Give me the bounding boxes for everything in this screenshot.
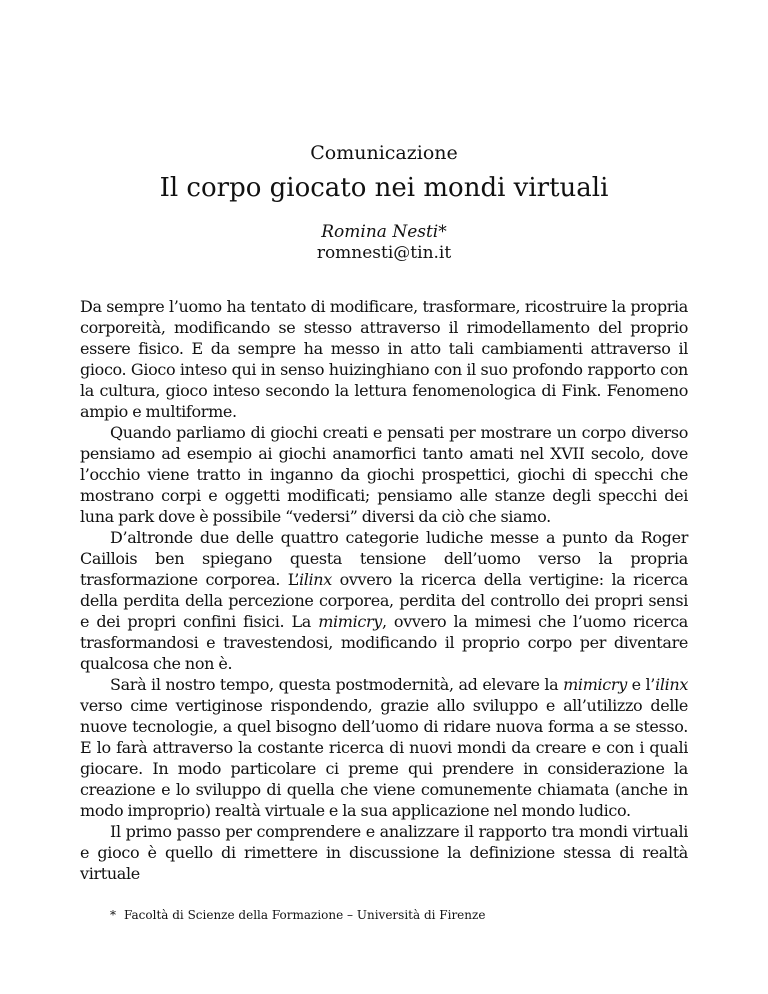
author-footnote-mark: * [438, 222, 447, 242]
paragraph-text: Sarà il nostro tempo, questa postmodernità, ad elevare la [110, 675, 564, 694]
paragraph-text: verso cime vertiginose rispondendo, grazie allo sviluppo e all’utilizzo delle nuove tecnologie, a quel bisogno dell’uomo di ridare nuova forma a se stesso. E lo farà attraverso la costante ricerca di nuovi mondi da creare e con i quali giocare. In modo particolare ci preme qui prendere in considerazione la creazione e lo sviluppo di quella che viene comunemente chiamata (anche in modo improprio) realtà virtuale e la sua applicazione nel mondo ludico. [80, 696, 688, 820]
italic-term: mimicry [318, 612, 382, 631]
footnote-mark: * [110, 908, 116, 922]
paragraph-text: Da sempre l’uomo ha tentato di modificare, trasformare, ricostruire la propria corporeità, modificando se stesso attraverso il rimodellamento del proprio essere fisico. E da sempre ha messo in atto tali cambiamenti attraverso il gioco. Gioco inteso qui in senso huizinghiano con il suo profondo rapporto con la cultura, gioco inteso secondo la lettura fenomenologica di Fink. Fenomeno ampio e multiforme. [80, 297, 688, 421]
italic-term: ilinx [655, 675, 688, 694]
paragraph [80, 422, 688, 527]
italic-term: ilinx [298, 570, 332, 589]
paragraph-text: Il primo passo per comprendere e analizzare il rapporto tra mondi virtuali e gioco è quello di rimettere in discussione la definizione stessa di realtà virtuale [80, 822, 688, 883]
body-text [80, 296, 688, 884]
footnote [110, 907, 670, 923]
author-name: Romina Nesti [321, 222, 439, 242]
paragraph [80, 821, 688, 884]
section-label: Comunicazione [310, 142, 458, 164]
paragraph [80, 296, 688, 422]
footnote-text: Facoltà di Scienze della Formazione – Università di Firenze [124, 908, 486, 922]
paper-title: Il corpo giocato nei mondi virtuali [159, 173, 609, 203]
author-line [0, 222, 768, 243]
italic-term: mimicry [563, 675, 627, 694]
paragraph-text: D’altronde due delle quattro categorie ludiche messe a punto da Roger Caillois ben spiegano questa tensione dell’uomo verso la propria trasformazione corporea. L’ [80, 528, 688, 589]
paragraph-text: e l’ [626, 675, 656, 694]
author-email[interactable]: romnesti@tin.it [316, 243, 452, 263]
paragraph-text: Quando parliamo di giochi creati e pensati per mostrare un corpo diverso pensiamo ad esempio ai giochi anamorfici tanto amati nel XVII secolo, dove l’occhio viene tratto in inganno da giochi prospettici, giochi di specchi che mostrano corpi e oggetti modificati; pensiamo alle stanze degli specchi dei luna park dove è possibile “vedersi” diversi da ciò che siamo. [80, 423, 688, 526]
paragraph-text: ovvero la ricerca della vertigine: la ricerca della perdita della percezione corporea, perdita del controllo dei propri sensi e dei propri confini fisici. La [80, 570, 688, 631]
paragraph-text: , ovvero la mimesi che l’uomo ricerca trasformandosi e travestendosi, modificando il proprio corpo per diventare qualcosa che non è. [80, 612, 688, 673]
paragraph [80, 527, 688, 674]
paragraph [80, 674, 688, 821]
